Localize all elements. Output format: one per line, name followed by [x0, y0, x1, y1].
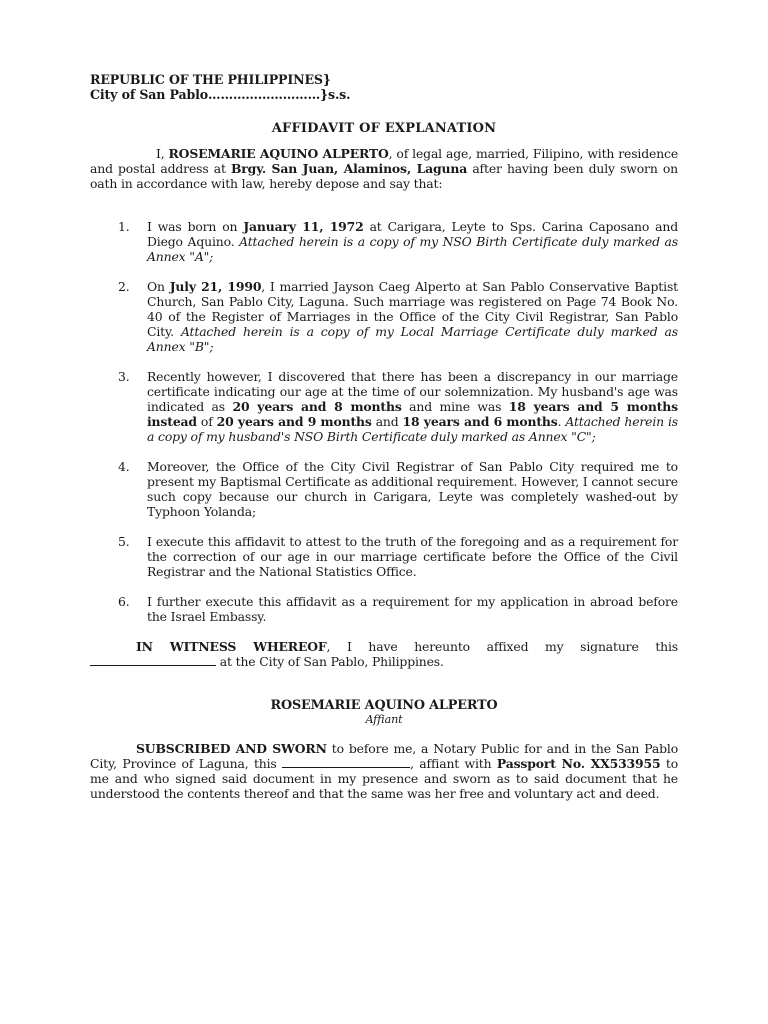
signature-block [90, 698, 678, 726]
age-husband-recorded: 20 years and 8 months [232, 399, 402, 414]
intro-text-1: I, [156, 146, 169, 161]
jurat-text-2: , affiant with [410, 756, 497, 771]
witness-text-1: , I have hereunto affixed my signature this [326, 639, 678, 654]
item-number: 1. [118, 219, 130, 234]
statement-item-3 [90, 369, 678, 444]
item-number: 3. [118, 369, 130, 384]
witness-heading: IN WITNESS WHEREOF [136, 639, 327, 654]
jurat-date-blank-line [282, 756, 410, 768]
statement-item-1 [90, 219, 678, 264]
signature-name: ROSEMARIE AQUINO ALPERTO [270, 698, 498, 713]
intro-text-2: , of legal age, married, Filipino, with residence and postal address at [90, 146, 678, 176]
statement-item-6 [90, 594, 678, 624]
intro-text-3: after having been duly sworn on oath in accordance with law, hereby depose and say that: [90, 161, 678, 191]
statement-list [90, 219, 678, 624]
annex-note: Attached herein is a copy of my NSO Birth Certificate duly marked as Annex "A"; [147, 234, 678, 264]
item-text: I execute this affidavit to attest to the truth of the foregoing and as a requirement for the correction of our age in our marriage certificate before the Office of the Civil Registrar and the National Statistics Office. [147, 534, 678, 579]
item-number: 6. [118, 594, 130, 609]
passport-number: Passport No. XX533955 [496, 756, 661, 771]
item-text: and mine was [401, 399, 509, 414]
statement-item-2 [90, 279, 678, 354]
item-number: 5. [118, 534, 130, 549]
header-republic: REPUBLIC OF THE PHILIPPINES} [90, 72, 331, 87]
item-text: . [557, 414, 566, 429]
birth-date: January 11, 1972 [243, 219, 364, 234]
item-number: 2. [118, 279, 130, 294]
affidavit-document [90, 72, 678, 801]
header-city: City of San Pablo………………………}s.s. [90, 87, 351, 102]
signature-role: Affiant [365, 713, 403, 726]
item-text: I further execute this affidavit as a requirement for my application in abroad before the Israel Embassy. [147, 594, 678, 624]
document-title: AFFIDAVIT OF EXPLANATION [271, 121, 497, 136]
item-text: I was born on [147, 219, 244, 234]
jurat-text-3: to me and who signed said document in my presence and sworn as to said document that he understood the contents thereof and that the same was her free and voluntary act and deed. [90, 756, 679, 801]
item-text: Recently however, I discovered that there has been a discrepancy in our marriage certificate indicating our age at the time of our solemnization. My husband's age was indicated as [147, 369, 678, 414]
age-wife-correct: 18 years and 6 months [402, 414, 558, 429]
affiant-address: Brgy. San Juan, Alaminos, Laguna [230, 161, 468, 176]
item-text: , I married Jayson Caeg Alperto at San Pablo Conservative Baptist Church, San Pablo City, Laguna. Such marriage was registered on Page 74 Book No. 40 of the Register of Marriages in the Office of the City Civil Registrar, San Pablo City. [147, 279, 678, 339]
age-husband-correct: 20 years and 9 months [216, 414, 372, 429]
statement-item-5 [90, 534, 678, 579]
annex-note: Attached herein is a copy of my husband's NSO Birth Certificate duly marked as Annex "C"; [147, 414, 678, 444]
annex-note: Attached herein is a copy of my Local Marriage Certificate duly marked as Annex "B"; [147, 324, 678, 354]
item-text: of [196, 414, 217, 429]
age-wife-recorded: 18 years and 5 months instead [147, 399, 678, 429]
statement-item-4 [90, 459, 678, 519]
item-text: Moreover, the Office of the City Civil Registrar of San Pablo City required me to present my Baptismal Certificate as additional requirement. However, I cannot secure such copy because our church in Carigara, Leyte was completely washed-out by Typhoon Yolanda; [147, 459, 678, 519]
affiant-name: ROSEMARIE AQUINO ALPERTO [168, 146, 389, 161]
date-blank-line [90, 654, 216, 666]
item-number: 4. [118, 459, 130, 474]
jurat-paragraph [90, 741, 678, 801]
jurat-heading: SUBSCRIBED AND SWORN [136, 741, 327, 756]
witness-paragraph [90, 639, 678, 669]
item-text: and [371, 414, 403, 429]
jurat-text-1: to before me, a Notary Public for and in the San Pablo City, Province of Laguna, this [90, 741, 679, 771]
item-text: On [147, 279, 170, 294]
witness-text-2: at the City of San Pablo, Philippines. [216, 654, 444, 669]
marriage-date: July 21, 1990 [169, 279, 262, 294]
intro-paragraph [90, 146, 678, 191]
item-text: at Carigara, Leyte to Sps. Carina Caposano and Diego Aquino. [147, 219, 679, 249]
